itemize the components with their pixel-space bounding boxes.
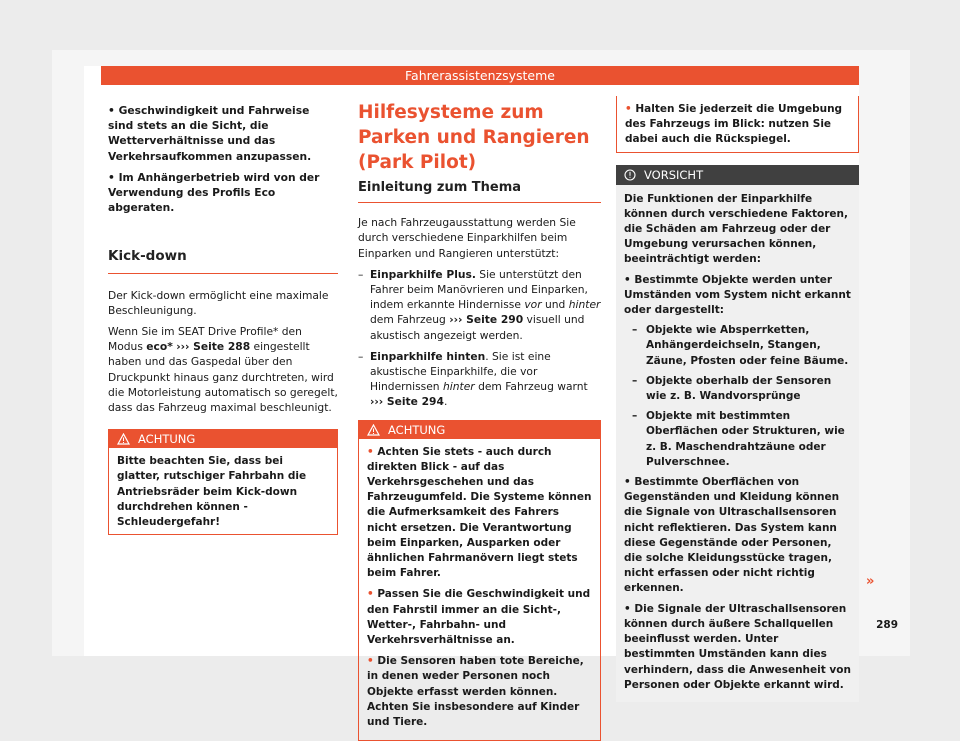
intro-paragraph: Je nach Fahrzeugausstattung werden Sie durch verschiedene Einparkhilfen beim Einparken und Rangieren unterstützt: <box>358 216 576 260</box>
list-item: • Achten Sie stets - auch durch direkten Blick - auf das Verkehrsgeschehen und das Fahrzeugumfeld. Die Systeme können die Aufmerksamkeit des Fahrers nicht ersetzen. Die Verantwortung beim Einparken, Ausparken oder ähnlichen Fahrmanövern liegt stets beim Fahrer. <box>367 445 592 580</box>
kickdown-paragraph-1: Der Kick-down ermöglicht eine maximale Beschleunigung. <box>108 288 329 317</box>
kickdown-heading: Kick-down <box>108 249 338 273</box>
middle-column <box>358 100 601 741</box>
warning-box <box>358 420 601 741</box>
page-reference-link[interactable]: ››› Seite 290 <box>449 313 524 327</box>
caution-box <box>616 165 859 702</box>
left-column <box>108 103 338 535</box>
caution-header: VORSICHT <box>616 165 859 185</box>
page-reference-link[interactable]: ››› Seite 294 <box>370 395 444 409</box>
warning-header: ACHTUNG <box>359 421 600 439</box>
warning-box <box>108 429 338 535</box>
warning-triangle-icon <box>117 433 130 445</box>
warning-continued: • Halten Sie jederzeit die Umgebung des Fahrzeugs im Blick: nutzen Sie dabei auch die Rückspiegel. <box>616 96 859 153</box>
warning-body <box>359 439 600 741</box>
list-item: • Im Anhängerbetrieb wird von der Verwendung des Profils Eco abgeraten. <box>108 170 320 215</box>
list-item: • Geschwindigkeit und Fahrweise sind stets an die Sicht, die Wetterverhältnisse und das Verkehrsaufkommen anzupassen. <box>108 104 312 163</box>
warning-text: Bitte beachten Sie, dass bei glatter, rutschiger Fahrbahn die Antriebsräder beim Kick-down durchdrehen können - Schleudergefahr! <box>117 455 307 529</box>
section-title: Hilfesysteme zum Parken und Rangieren (Park Pilot) <box>358 102 590 173</box>
section-subtitle: Einleitung zum Thema <box>358 180 601 203</box>
caution-body: Die Funktionen der Einparkhilfe können durch verschiedene Faktoren, die Schäden am Fahrzeug oder der Umgebung verursachen können, beeinträchtigt werden: • Bestimmte Objekte werden unter Umständen vom System nicht erkannt oder dargestellt: – Objekte wie Absperrketten, Anhängerdeichseln, Stangen, Zäune, Pfosten oder feine Bäume. – Objekte oberhalb der Sensoren wie z. B. Wandvorsprünge – Objekte mit bestimmten Oberflächen oder Strukturen, wie z. B. Maschendrahtzäune oder Pulverschnee. • Bestimmte Oberflächen von Gegenständen und Kleidung können die Signale von Ultraschallsensoren nicht reflektieren. Das System kann diese Gegenstände oder Personen, die solche Kleidungsstücke tragen, nicht erfassen oder nicht richtig erkennen. • Die Signale der Ultraschallsensoren können durch äußere Schallquellen beeinflusst werden. Unter bestimmten Umständen kann dies verhindern, dass die Anwesenheit von Personen oder Objekte erkannt wird. <box>616 185 859 702</box>
list-item: – Einparkhilfe hinten. Sie ist eine akustische Einparkhilfe, die vor Hindernissen hinter dem Fahrzeug warnt ››› Seite 294. <box>358 349 588 409</box>
list-item: • Passen Sie die Geschwindigkeit und den Fahrstil immer an die Sicht-, Wetter-, Fahrbahn- und Verkehrsverhältnisse an. <box>367 588 591 647</box>
list-item: • Die Signale der Ultraschallsensoren können durch äußere Schallquellen beeinflusst werden. Unter bestimmten Umständen kann dies verhindern, dass die Anwesenheit von Personen oder Objekte erkannt wird. <box>624 602 851 691</box>
list-item: • Bestimmte Oberflächen von Gegenständen und Kleidung können die Signale von Ultraschallsensoren nicht reflektieren. Das System kann diese Gegenstände oder Personen, die solche Kleidungsstücke tragen, nicht erfassen oder nicht richtig erkennen. <box>624 476 840 595</box>
page-reference-link[interactable]: ››› Seite 288 <box>176 340 251 354</box>
continue-marker: » <box>866 574 875 589</box>
warning-triangle-icon <box>367 424 380 436</box>
chapter-header: Fahrerassistenzsysteme <box>101 66 859 85</box>
sub-list-item: – Objekte oberhalb der Sensoren wie z. B. Wandvorsprünge <box>632 374 832 403</box>
left-bullet-list <box>108 103 338 215</box>
sub-list-item: – Objekte wie Absperrketten, Anhängerdeichseln, Stangen, Zäune, Pfosten oder feine Bäume. <box>632 324 849 367</box>
list-item: • Bestimmte Objekte werden unter Umständen vom System nicht erkannt oder dargestellt: <box>624 273 851 317</box>
sub-list-item: – Objekte mit bestimmten Oberflächen oder Strukturen, wie z. B. Maschendrahtzäune oder Pulverschnee. <box>632 410 845 468</box>
page-number: 289 <box>876 619 898 631</box>
right-column <box>616 96 859 702</box>
list-item: • Die Sensoren haben tote Bereiche, in denen weder Personen noch Objekte erfasst werden können. Achten Sie insbesondere auf Kinder und Tiere. <box>367 655 584 729</box>
list-item: – Einparkhilfe Plus. Sie unterstützt den Fahrer beim Manövrieren und Einparken, indem erkannte Hindernisse vor und hinter dem Fahrzeug ››› Seite 290 visuell und akustisch angezeigt werden. <box>358 267 601 342</box>
warning-header: ACHTUNG <box>109 430 337 448</box>
info-circle-icon <box>624 169 636 181</box>
kickdown-paragraph-2: Wenn Sie im SEAT Drive Profile* den Modus eco* ››› Seite 288 eingestellt haben und das Gaspedal über den Druckpunkt hinaus ganz durchtreten, wird die Motorleistung automatisch so geregelt, dass das Fahrzeug maximal beschleunigt. <box>108 325 338 415</box>
